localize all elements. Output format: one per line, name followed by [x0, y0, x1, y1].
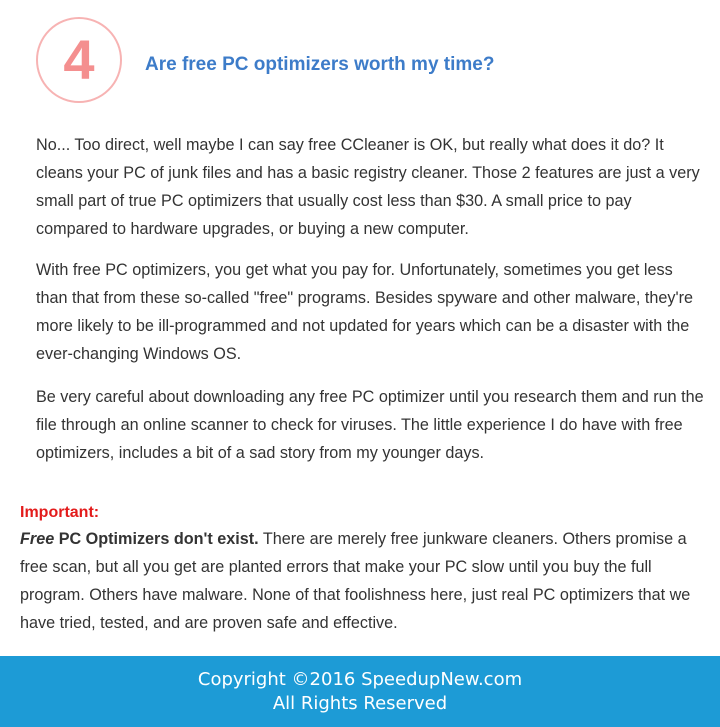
- faq-number: 4: [63, 28, 95, 91]
- page-footer: [0, 656, 720, 727]
- faq-question: Are free PC optimizers worth my time?: [145, 54, 495, 75]
- important-label: Important:: [20, 504, 100, 521]
- important-note: [20, 501, 710, 637]
- footer-copyright: Copyright ©2016 SpeedupNew.com: [197, 669, 523, 690]
- footer-rights: All Rights Reserved: [272, 693, 448, 714]
- important-text: There are merely free junkware cleaners. Others promise a free scan, but all you get are planted errors that make your PC slow until you buy the full program. Others have malware. None of that foolishness here, just real PC optimizers that we have tried, tested, and are proven safe and effective.: [20, 530, 691, 632]
- important-lead-statement: PC Optimizers don't exist.: [54, 530, 259, 548]
- answer-paragraph-1: No... Too direct, well maybe I can say free CCleaner is OK, but really what does it do? It cleans your PC of junk files and has a basic registry cleaner. Those 2 features are just a very small part of true PC optimizers that usually cost less than $30. A small price to pay compared to hardware upgrades, or buying a new computer.: [36, 136, 700, 238]
- answer-paragraph-2: With free PC optimizers, you get what you pay for. Unfortunately, sometimes you get less than that from these so-called "free" programs. Besides spyware and other malware, they're more likely to be ill-programmed and not updated for years which can be a disaster with the ever-changing Windows OS.: [36, 261, 694, 363]
- faq-header: [0, 0, 720, 120]
- important-lead-free: Free: [20, 530, 55, 548]
- answer-paragraph-3: Be very careful about downloading any free PC optimizer until you research them and run the file through an online scanner to check for viruses. The little experience I do have with free optimizers, includes a bit of a sad story from my younger days.: [36, 388, 704, 462]
- faq-number-badge: [36, 17, 122, 103]
